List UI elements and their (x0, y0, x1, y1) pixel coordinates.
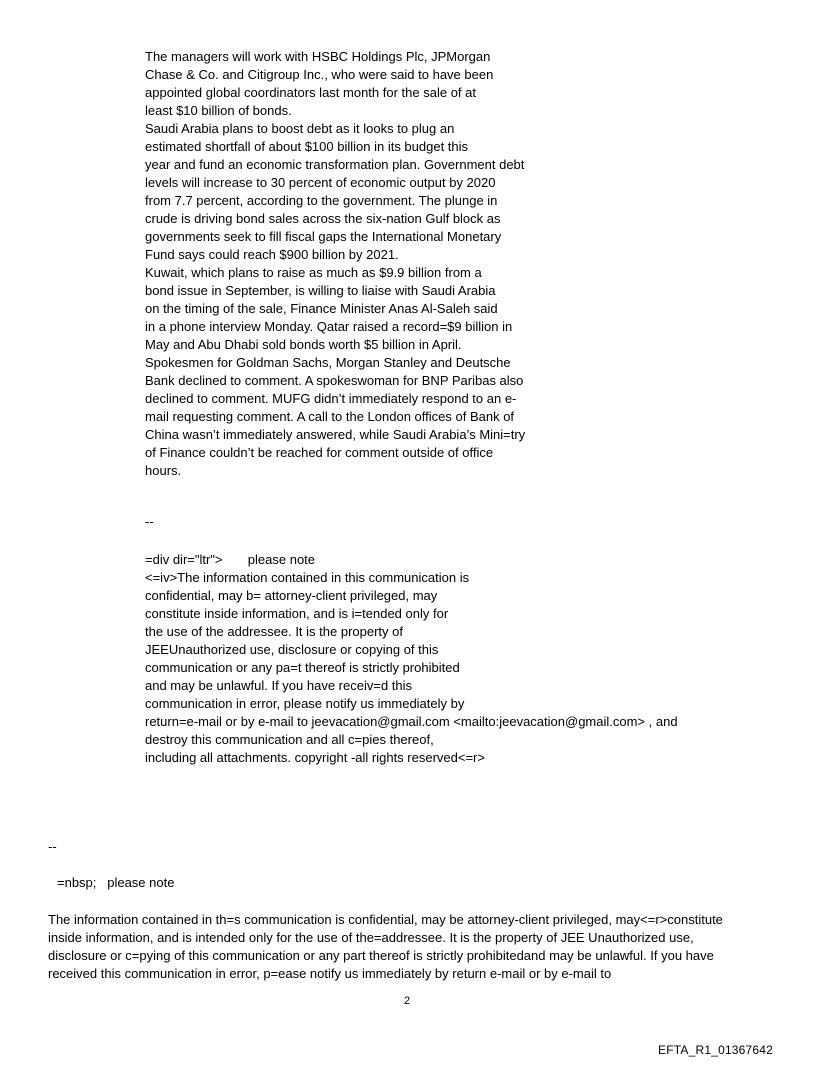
text-line: disclosure or c=pying of this communication or any part thereof is strictly prohibitedand may be unlawful. If you have (48, 948, 714, 963)
document-id: EFTA_R1_01367642 (658, 1043, 774, 1057)
text-line: crude is driving bond sales across the six-nation Gulf block as (145, 211, 501, 226)
text-line: May and Abu Dhabi sold bonds worth $5 billion in April. (145, 337, 462, 352)
text-line: The information contained in th=s communication is confidential, may be attorney-client privileged, may<=r>constitute (48, 912, 723, 927)
text-line: declined to comment. MUFG didn’t immediately respond to an e- (145, 391, 517, 406)
text-line: inside information, and is intended only for the use of the=addressee. It is the property of JEE Unauthorized use, (48, 930, 694, 945)
text-line: of Finance couldn’t be reached for comment outside of office (145, 445, 494, 460)
text-line: communication in error, please notify us immediately by (145, 696, 465, 711)
text-line: Bank declined to comment. A spokeswoman for BNP Paribas also (145, 373, 524, 388)
text-line: Fund says could reach $900 billion by 2021. (145, 247, 399, 262)
text-line: levels will increase to 30 percent of economic output by 2020 (145, 175, 496, 190)
text-line: Saudi Arabia plans to boost debt as it looks to plug an (145, 121, 455, 136)
text-line: destroy this communication and all c=pies thereof, (145, 732, 434, 747)
text-line: estimated shortfall of about $100 billion in its budget this (145, 139, 469, 154)
text-line: including all attachments. copyright -all rights reserved<=r> (145, 750, 485, 765)
text-line: and may be unlawful. If you have receiv=d this (145, 678, 413, 693)
text-line: in a phone interview Monday. Qatar raised a record=$9 billion in (145, 319, 513, 334)
text-line: bond issue in September, is willing to liaise with Saudi Arabia (145, 283, 496, 298)
text-line: confidential, may b= attorney-client privileged, may (145, 588, 438, 603)
text-line: year and fund an economic transformation plan. Government debt (145, 157, 525, 172)
text-line: on the timing of the sale, Finance Minister Anas Al-Saleh said (145, 301, 498, 316)
text-line: China wasn’t immediately answered, while Saudi Arabia’s Mini=try (145, 427, 526, 442)
signature-separator: -- (145, 514, 154, 529)
signature-separator: -- (48, 839, 57, 854)
text-line: appointed global coordinators last month for the sale of at (145, 85, 476, 100)
text-line: return=e-mail or by e-mail to jeevacation@gmail.com <mailto:jeevacation@gmail.com> , and (145, 714, 678, 729)
text-line: mail requesting comment. A call to the London offices of Bank of (145, 409, 515, 424)
page-number: 2 (404, 995, 411, 1007)
text-line: from 7.7 percent, according to the government. The plunge in (145, 193, 498, 208)
text-line: JEEUnauthorized use, disclosure or copying of this (145, 642, 439, 657)
text-line: hours. (145, 463, 182, 478)
text-line: Spokesmen for Goldman Sachs, Morgan Stanley and Deutsche (145, 355, 511, 370)
text-line: constitute inside information, and is i=tended only for (145, 606, 449, 621)
text-line: least $10 billion of bonds. (145, 103, 292, 118)
text-line: Chase & Co. and Citigroup Inc., who were said to have been (145, 67, 494, 82)
text-line: communication or any pa=t thereof is strictly prohibited (145, 660, 460, 675)
text-line: the use of the addressee. It is the property of (145, 624, 403, 639)
text-line: The managers will work with HSBC Holdings Plc, JPMorgan (145, 49, 491, 64)
text-line: <=iv>The information contained in this communication is (145, 570, 470, 585)
notice-heading: =nbsp; please note (57, 875, 175, 890)
notice-heading: =div dir="ltr"> please note (145, 552, 316, 567)
text-line: received this communication in error, p=ease notify us immediately by return e-mail or by e-mail to (48, 966, 612, 981)
text-line: Kuwait, which plans to raise as much as $9.9 billion from a (145, 265, 482, 280)
text-line: governments seek to fill fiscal gaps the International Monetary (145, 229, 502, 244)
